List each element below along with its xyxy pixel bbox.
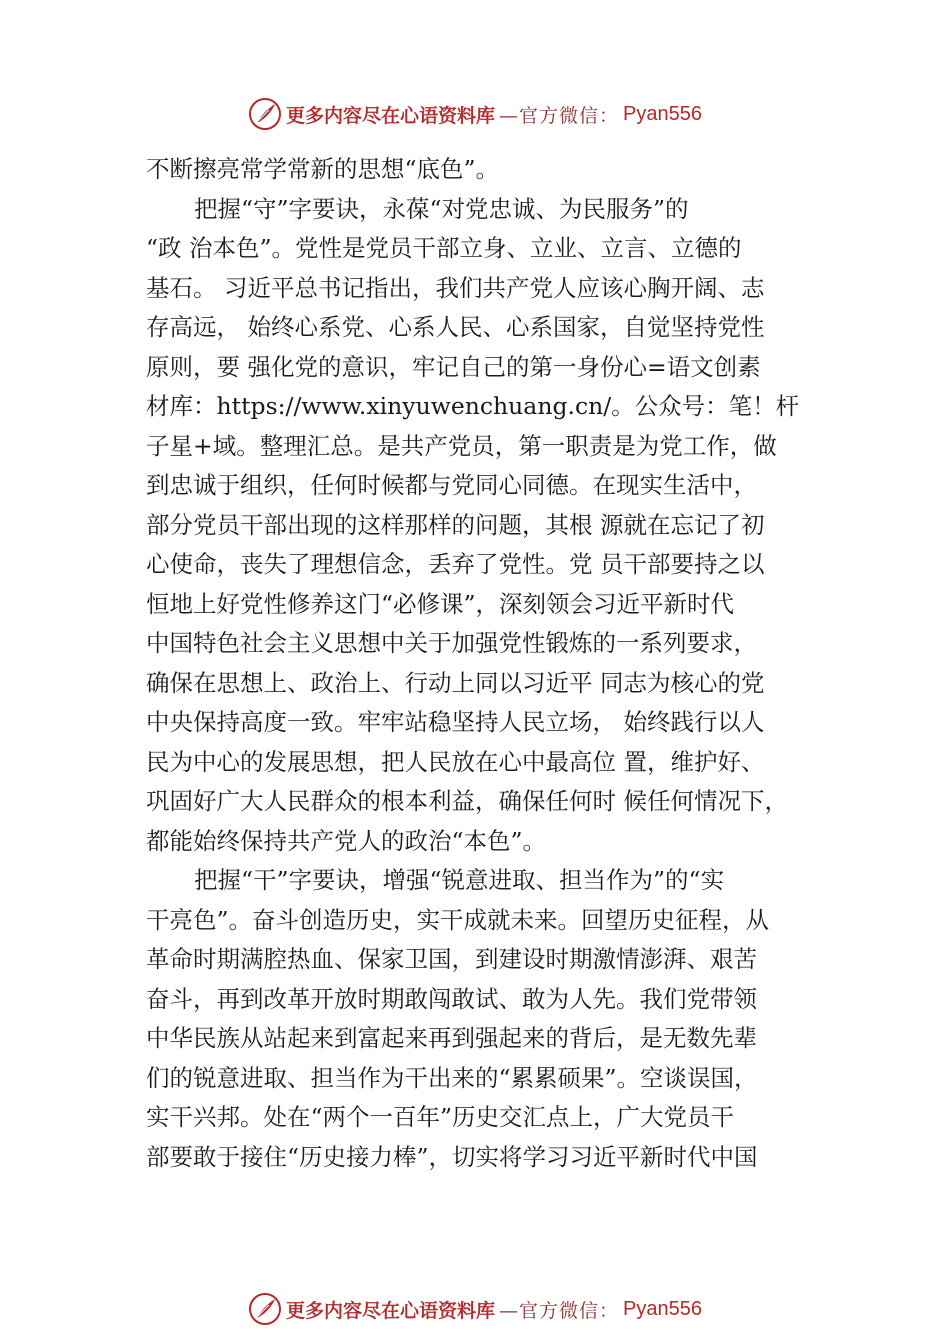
text-line: 部分党员干部出现的这样那样的问题，其根 源就在忘记了初 [146,510,765,539]
document-body [146,150,836,1177]
header-banner-inner [248,97,702,131]
paragraph-1 [146,150,836,190]
text-line: 部要敢于接住“历史接力棒”，切实将学习习近平新时代中国 [146,1142,758,1171]
feather-pen-logo-icon [248,1292,282,1326]
feather-pen-logo-icon [248,97,282,131]
text-line: 民为中心的发展思想，把人民放在心中最高位 置，维护好、 [146,747,765,776]
text-line: 把握“守”字要诀，永葆“对党忠诚、为民服务”的 [194,194,689,223]
text-line: 恒地上好党性修养这门“必修课”，深刻领会习近平新时代 [146,589,735,618]
text-line: 中国特色社会主义思想中关于加强党性锻炼的一系列要求， [146,629,757,657]
banner-main-text: 更多内容尽在心语资料库 [286,1299,496,1322]
text-line: 确保在思想上、政治上、行动上同以习近平 同志为核心的党 [146,668,765,697]
text-line: 到忠诚于组织，任何时候都与党同心同德。在现实生活中， [146,471,757,499]
text-line: 干亮色”。奋斗创造历史，实干成就未来。回望历史征程，从 [146,905,770,934]
paragraph-2 [146,190,836,862]
text-line: 革命时期满腔热血、保家卫国，到建设时期激情澎湃、艰苦 [146,945,757,973]
text-line: 把握“干”字要诀，增强“锐意进取、担当作为”的“实 [194,866,725,894]
text-line: 心使命，丧失了理想信念，丢弃了党性。党 员干部要持之以 [146,550,765,578]
text-line: 巩固好广大人民群众的根本利益，确保任何时 候任何情况下， [146,787,788,815]
banner-wechat-id: Pyan556 [623,1297,702,1320]
banner-wechat-id: Pyan556 [623,102,702,125]
text-line: 实干兴邦。处在“两个一百年”历史交汇点上，广大党员干 [146,1103,735,1131]
banner-main-text: 更多内容尽在心语资料库 [286,104,496,127]
text-line: 中央保持高度一致。牢牢站稳坚持人民立场， 始终践行以人 [146,708,765,736]
text-line: 材库：https://www.xinyuwenchuang.cn/。公众号：笔！杆 [146,392,800,420]
footer-banner-inner [248,1292,702,1326]
text-line: 基石。 习近平总书记指出，我们共产党人应该心胸开阔、志 [146,273,765,302]
banner-sub-text: —官方微信： [499,1299,620,1322]
banner-sub-text: —官方微信： [499,104,620,127]
text-line: 都能始终保持共产党人的政治“本色”。 [146,826,547,855]
footer-banner [0,1289,950,1329]
text-line: 们的锐意进取、担当作为干出来的“累累硕果”。空谈误国， [146,1063,758,1092]
paragraph-3 [146,861,836,1177]
text-line: 奋斗，再到改革开放时期敢闯敢试、敢为人先。我们党带领 [146,984,757,1013]
text-line: 原则，要 强化党的意识，牢记自己的第一身份心=语文创素 [146,352,761,381]
header-banner [0,94,950,134]
text-line: 中华民族从站起来到富起来再到强起来的背后，是无数先辈 [146,1024,757,1052]
text-line: “政 治本色”。党性是党员干部立身、立业、立言、立德的 [146,234,742,262]
text-line: 子星+域。整理汇总。是共产党员，第一职责是为党工作，做 [146,431,777,460]
text-line: 存高远， 始终心系党、心系人民、心系国家，自觉坚持党性 [146,313,765,341]
text-line: 不断擦亮常学常新的思想“底色”。 [146,155,500,183]
